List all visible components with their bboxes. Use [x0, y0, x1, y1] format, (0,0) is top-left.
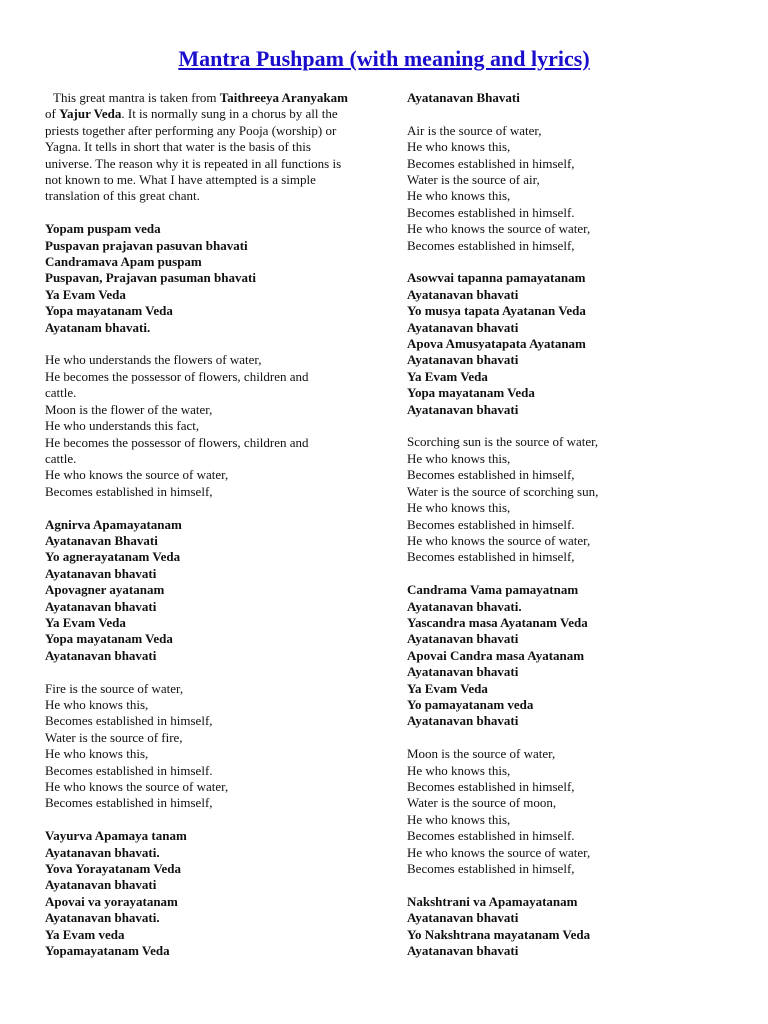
meaning-line: Becomes established in himself, [45, 483, 213, 499]
intro-text-3: . It is normally sung in a chorus by all the priests together after performing any Pooja (worship) or Yagna. It tells in short that water is the basis of this universe. The reason why it is repeated in all functions is not known to me. What I have attempted is a simple translation of this great chant. [45, 106, 342, 204]
meaning-line: He who knows this, [407, 139, 511, 155]
verse-line: Agnirva Apamayatanam [45, 516, 182, 532]
meaning-line: Becomes established in himself, [45, 713, 213, 729]
verse-line: Puspavan prajavan pasuvan bhavati [45, 237, 248, 253]
verse-block [407, 582, 727, 730]
meaning-line: Moon is the source of water, [407, 746, 556, 762]
meaning-line: Scorching sun is the source of water, [407, 434, 599, 450]
verse-line: Apovai va yorayatanam [45, 893, 178, 909]
verse-line: Ayatanavan bhavati [45, 565, 157, 581]
meaning-line: He who knows this, [407, 500, 511, 516]
meaning-line: Becomes established in himself. [45, 762, 213, 778]
intro-source-text: Taithreeya Aranyakam [219, 90, 348, 105]
verse-block [45, 221, 357, 336]
verse-line: Candramava Apam puspam [45, 254, 202, 270]
verse-block [407, 90, 727, 106]
left-column [45, 90, 357, 976]
verse-line: Ayatanavan Bhavati [407, 90, 520, 105]
meaning-line: Becomes established in himself, [45, 795, 213, 811]
verse-line: Yo pamayatanam veda [407, 696, 534, 712]
verse-line: Ayatanavan bhavati [407, 401, 519, 417]
verse-line: Ayatanavan bhavati [45, 877, 157, 893]
meaning-line: He who knows this, [407, 811, 511, 827]
verse-line: Apovagner ayatanam [45, 582, 165, 598]
meaning-line: Becomes established in himself, [407, 861, 575, 877]
meaning-line: cattle. [45, 385, 77, 401]
verse-line: Nakshtrani va Apamayatanam [407, 893, 578, 909]
verse-line: Ayatanavan bhavati [45, 647, 157, 663]
verse-line: Ayatanam bhavati. [45, 319, 151, 335]
meaning-line: He who knows this, [45, 746, 149, 762]
verse-block [45, 828, 357, 959]
verse-line: Yopa mayatanam Veda [407, 385, 535, 401]
verse-line: Yo musya tapata Ayatanan Veda [407, 303, 586, 319]
meaning-line: He who knows this, [407, 188, 511, 204]
meaning-line: He who knows the source of water, [45, 467, 229, 483]
meaning-line: He who knows the source of water, [45, 779, 229, 794]
verse-line: Candrama Vama pamayatnam [407, 582, 579, 598]
meaning-block [407, 746, 727, 877]
meaning-line: Becomes established in himself. [407, 204, 575, 220]
verse-line: Asowvai tapanna pamayatanam [407, 270, 586, 286]
meaning-line: He who knows this, [407, 450, 511, 466]
meaning-line: Becomes established in himself, [407, 467, 575, 483]
verse-line: Ayatanavan bhavati. [45, 844, 160, 860]
right-column [407, 90, 727, 976]
meaning-line: Becomes established in himself, [407, 155, 575, 171]
intro-veda-name: Yajur Veda [59, 106, 122, 122]
verse-block [407, 894, 727, 960]
intro-text-2: of [45, 106, 60, 122]
intro-text-1: This great mantra is taken from [53, 90, 220, 105]
meaning-line: He who knows this, [407, 762, 511, 778]
verse-line: Apovai Candra masa Ayatanam [407, 647, 585, 663]
verse-line: Yova Yorayatanam Veda [45, 861, 182, 877]
meaning-line: He who understands this fact, [45, 418, 200, 434]
verse-line: Apova Amusyatapata Ayatanam [407, 336, 586, 352]
verse-line: Ayatanavan bhavati. [407, 598, 522, 614]
meaning-block [407, 123, 727, 254]
verse-line: Ya Evam Veda [45, 614, 126, 630]
verse-line: Ayatanavan bhavati [407, 713, 519, 729]
verse-line: Yascandra masa Ayatanam Veda [407, 614, 588, 630]
meaning-line: cattle. [45, 450, 77, 466]
verse-line: Ayatanavan bhavati [407, 943, 519, 959]
verse-line: Yopa mayatanam Veda [45, 303, 173, 319]
meaning-line: Becomes established in himself, [407, 549, 575, 565]
verse-line: Ya Evam veda [45, 926, 125, 942]
meaning-line: He who understands the flowers of water, [45, 352, 262, 368]
meaning-line: Water is the source of scorching sun, [407, 483, 599, 499]
meaning-line: Water is the source of air, [407, 172, 540, 188]
verse-line: Vayurva Apamaya tanam [45, 828, 187, 844]
meaning-line: Becomes established in himself, [407, 778, 575, 794]
verse-line: Yopamayatanam Veda [45, 943, 170, 959]
verse-line: Ayatanavan bhavati [407, 910, 519, 926]
verse-block [45, 517, 357, 665]
verse-line: Puspavan, Prajavan pasuman bhavati [45, 270, 256, 286]
meaning-line: He who knows the source of water, [407, 221, 591, 237]
meaning-line: Fire is the source of water, [45, 680, 184, 696]
meaning-line: Water is the source of fire, [45, 729, 183, 745]
meaning-line: He becomes the possessor of flowers, children and [45, 368, 309, 384]
meaning-line: Becomes established in himself. [407, 828, 575, 844]
verse-line: Ayatanavan bhavati. [45, 910, 160, 926]
meaning-line: Water is the source of moon, [407, 795, 557, 811]
meaning-block [45, 681, 357, 812]
verse-line: Ayatanavan bhavati [407, 631, 519, 647]
verse-line: Ya Evam Veda [45, 286, 126, 302]
verse-line: Yo agnerayatanam Veda [45, 549, 181, 565]
verse-line: Ayatanavan bhavati [407, 319, 519, 335]
meaning-line: He who knows the source of water, [407, 844, 591, 860]
verse-line: Yopa mayatanam Veda [45, 631, 173, 647]
verse-line: Ayatanavan bhavati [407, 286, 519, 302]
meaning-line: Air is the source of water, [407, 122, 542, 138]
verse-line: Ayatanavan bhavati [407, 352, 519, 368]
meaning-line: Becomes established in himself. [407, 516, 575, 532]
verse-block [407, 270, 727, 418]
meaning-line: He who knows this, [45, 696, 149, 712]
verse-line: Ayatanavan bhavati [407, 664, 519, 680]
verse-line: Ayatanavan Bhavati [45, 532, 158, 548]
verse-line: Yo Nakshtrana mayatanam Veda [407, 926, 591, 942]
page-title: Mantra Pushpam (with meaning and lyrics) [178, 46, 590, 71]
meaning-line: Moon is the flower of the water, [45, 401, 213, 417]
verse-line: Ya Evam Veda [407, 680, 488, 696]
meaning-line: He becomes the possessor of flowers, children and [45, 434, 309, 450]
verse-line: Ayatanavan bhavati [45, 598, 157, 614]
meaning-line: Becomes established in himself, [407, 237, 575, 253]
meaning-block [407, 434, 727, 565]
verse-line: Yopam puspam veda [45, 221, 161, 237]
verse-line: Ya Evam Veda [407, 368, 488, 384]
meaning-line: He who knows the source of water, [407, 532, 591, 548]
meaning-block [45, 352, 357, 500]
intro-paragraph [45, 90, 357, 205]
